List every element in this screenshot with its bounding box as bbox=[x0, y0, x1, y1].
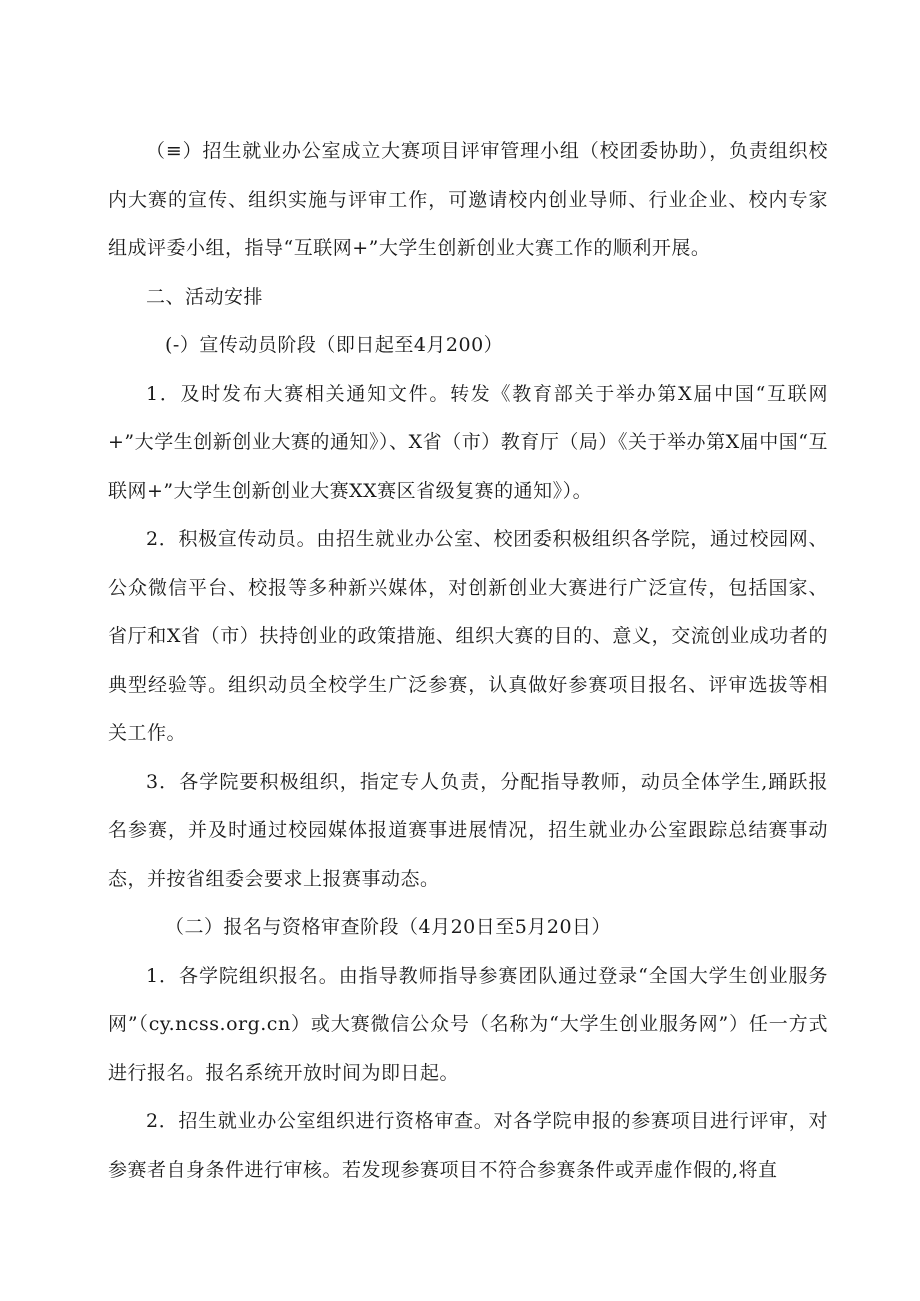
section-heading-activity-arrangement: 二、活动安排 bbox=[146, 285, 264, 308]
paragraph-publish-notice: 1．及时发布大赛相关通知文件。转发《教育部关于举办第X届中国“互联网+”大学生创新创业大赛的通知》）、X省（市）教育厅（局）《关于举办第X届中国“互联网+”大学生创新创业大赛XX赛区省级复赛的通知》）。 bbox=[108, 382, 828, 502]
paragraph-active-publicity: 2．积极宣传动员。由招生就业办公室、校团委积极组织各学院，通过校园网、公众微信平台、校报等多种新兴媒体，对创新创业大赛进行广泛宣传，包括国家、省厅和X省（市）扶持创业的政策措施、组织大赛的目的、意义，交流创业成功者的典型经验等。组织动员全校学生广泛参赛，认真做好参赛项目报名、评审选拔等相关工作。 bbox=[108, 528, 828, 744]
subsection-heading-registration-stage: （二）报名与资格审查阶段（4月20日至5月20日） bbox=[165, 916, 612, 938]
paragraph-organization: （≡）招生就业办公室成立大赛项目评审管理小组（校团委协助），负责组织校内大赛的宣传、组织实施与评审工作，可邀请校内创业导师、行业企业、校内专家组成评委小组，指导“互联网+”大学生创新创业大赛工作的顺利开展。 bbox=[108, 140, 828, 259]
subsection-heading-publicity-stage: (-）宣传动员阶段（即日起至4月200） bbox=[165, 334, 504, 356]
paragraph-college-registration: 1．各学院组织报名。由指导教师指导参赛团队通过登录“全国大学生创业服务网”（cy.ncss.org.cn）或大赛微信公众号（名称为“大学生创业服务网”）任一方式进行报名。报名系统开放时间为即日起。 bbox=[108, 964, 828, 1084]
document-page bbox=[108, 127, 828, 1194]
paragraph-qualification-review: 2．招生就业办公室组织进行资格审查。对各学院申报的参赛项目进行评审，对参赛者自身条件进行审核。若发现参赛项目不符合参赛条件或弄虚作假的,将直 bbox=[108, 1110, 828, 1181]
paragraph-college-organization: 3．各学院要积极组织，指定专人负责，分配指导教师，动员全体学生,踊跃报名参赛，并及时通过校园媒体报道赛事进展情况，招生就业办公室跟踪总结赛事动态，并按省组委会要求上报赛事动态。 bbox=[108, 770, 828, 890]
